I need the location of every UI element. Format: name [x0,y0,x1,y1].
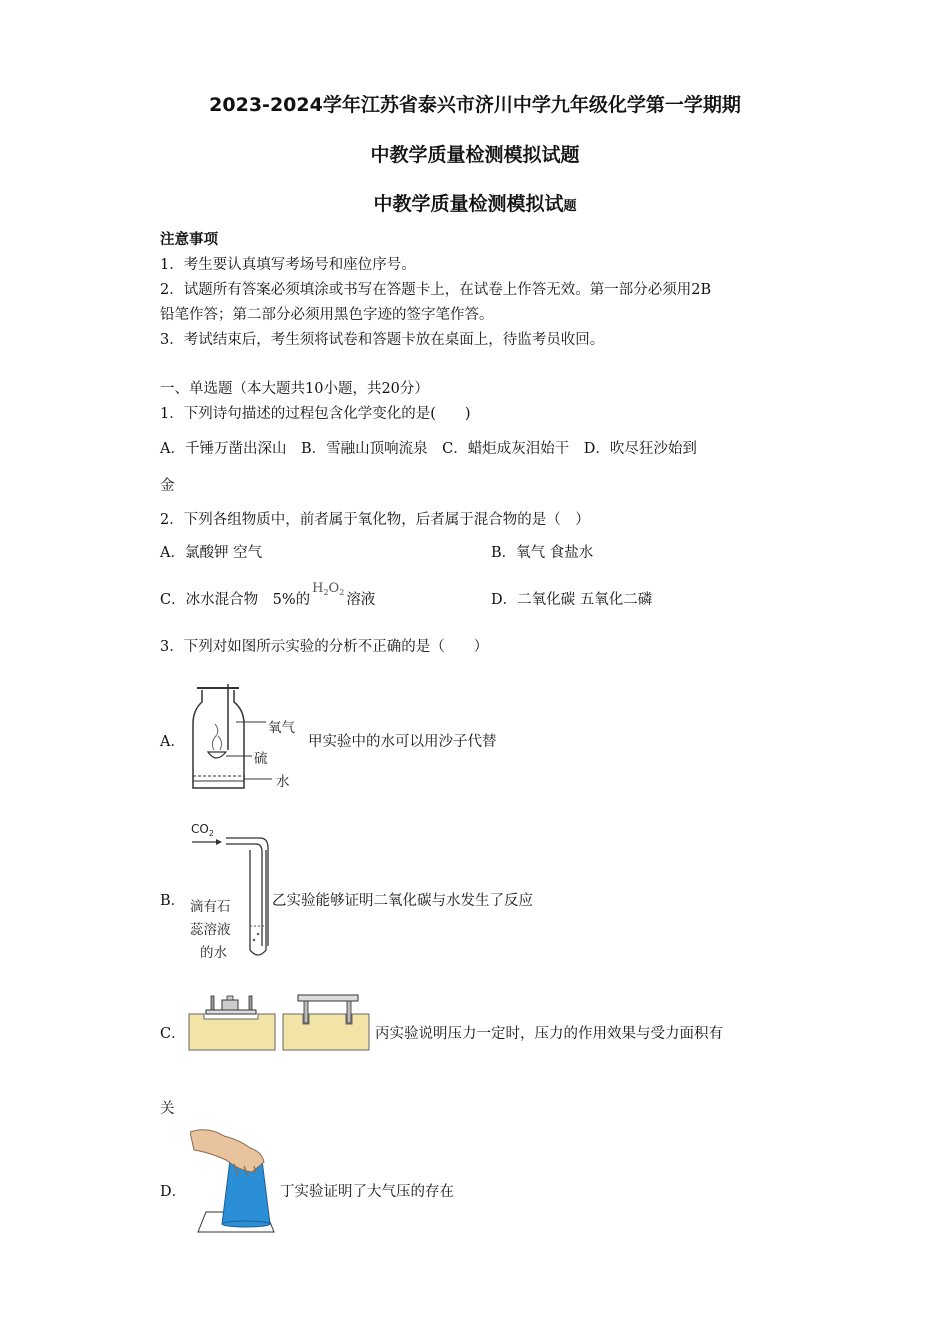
label-litmus-1: 滴有石 [190,899,231,915]
q3-b-label: B． [160,893,186,909]
notice-item: 3．考试结束后，考生须将试卷和答题卡放在桌面上，待监考员收回。 [160,332,605,348]
label-litmus-2: 蕊溶液 [190,922,231,938]
formula-sub: 2 [323,588,329,597]
q2-option-c [160,581,376,609]
q2-option-d: D．二氧化碳 五氧化二磷 [491,592,653,608]
formula-sub: 2 [339,588,345,597]
q2-option-b: B．氧气 食盐水 [491,545,594,561]
q1-options: A．千锤万凿出深山 B．雪融山顶响流泉 C．蜡炬成灰泪始干 D．吹尽狂沙始到 [160,441,697,457]
q3-d-text: 丁实验证明了大气压的存在 [280,1184,454,1200]
notice-item: 1．考生要认真填写考场号和座位序号。 [160,257,416,273]
q1-options-wrap: 金 [160,478,175,494]
title-line-1: 2023-2024学年江苏省泰兴市济川中学九年级化学第一学期期 [209,94,741,116]
q3-c-text: 丙实验说明压力一定时，压力的作用效果与受力面积有 [375,1026,723,1042]
label-litmus-3: 的水 [200,945,227,961]
formula-h: H [312,581,324,596]
q3-b-text: 乙实验能够证明二氧化碳与水发生了反应 [272,893,533,909]
label-water: 水 [276,774,290,790]
notice-heading: 注意事项 [160,231,218,248]
formula-o: O [328,581,340,596]
co2-text: CO [191,822,209,836]
pressure-sponge-figure [188,992,374,1052]
section-heading: 一、单选题（本大题共10小题，共20分） [160,381,429,397]
q2-option-c-prefix: C．冰水混合物 5%的 [160,592,311,608]
q2-option-a: A．氯酸钾 空气 [160,545,263,561]
q2-stem: 2．下列各组物质中，前者属于氧化物，后者属于混合物的是（ ） [160,512,590,528]
inverted-cup-figure [190,1126,282,1238]
notice-item: 2．试题所有答案必须填涂或书写在答题卡上，在试卷上作答无效。第一部分必须用2B [160,282,712,298]
q3-stem: 3．下列对如图所示实验的分析不正确的是（ ） [160,639,489,655]
q3-d-label: D． [160,1184,187,1200]
q3-c-wrap: 关 [160,1101,175,1117]
title-line-3 [0,189,950,216]
title-line-3-main: 中教学质量检测模拟试 [373,193,564,215]
q3-a-label: A． [160,734,185,750]
notice-item: 铅笔作答；第二部分必须用黑色字迹的签字笔作答。 [160,307,494,323]
q1-stem: 1．下列诗句描述的过程包含化学变化的是( ) [160,406,471,422]
q2-option-c-suffix: 溶液 [346,592,376,608]
sulfur-combustion-figure [188,684,308,796]
h2o2-formula [312,581,344,597]
title-line-3-small: 题 [563,199,577,214]
co2-sub: 2 [208,829,214,838]
q3-c-label: C． [160,1026,186,1042]
label-sulfur: 硫 [254,751,268,767]
q3-a-text: 甲实验中的水可以用沙子代替 [308,734,497,750]
title-line-2: 中教学质量检测模拟试题 [370,144,580,166]
label-oxygen: 氧气 [268,720,295,736]
